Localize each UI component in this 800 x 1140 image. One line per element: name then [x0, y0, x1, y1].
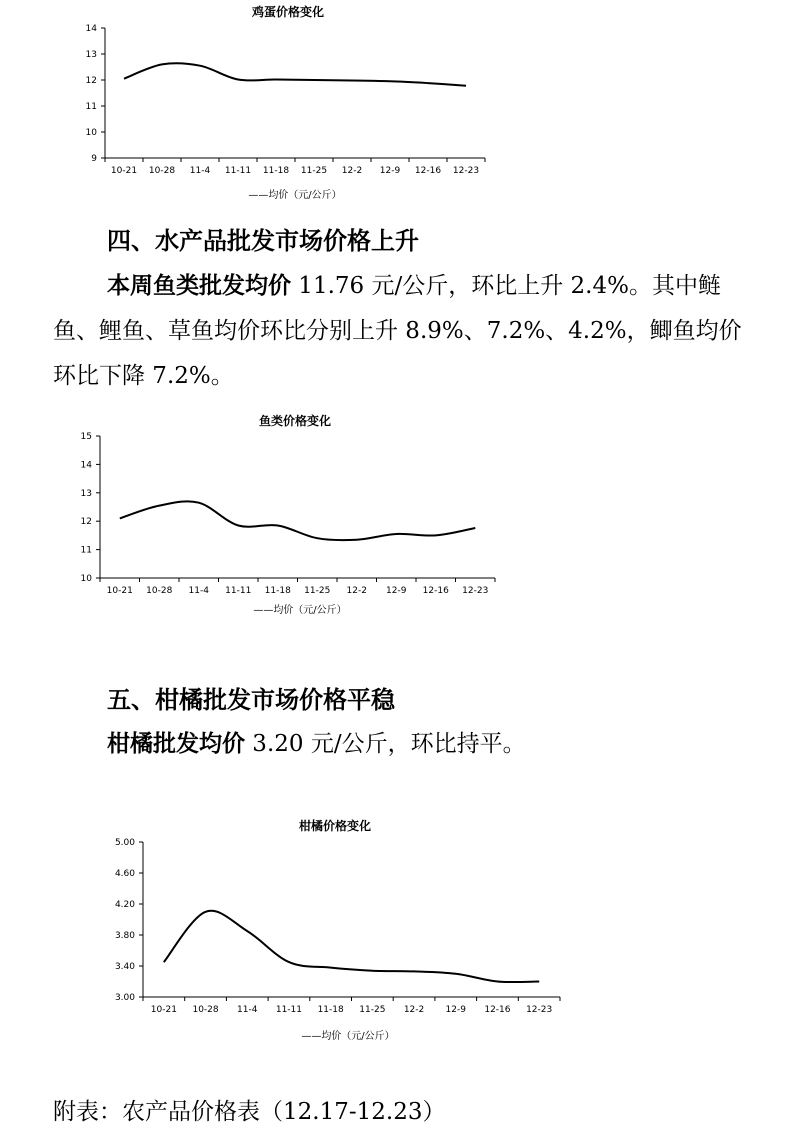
fish-price-chart [70, 410, 500, 620]
section4-body: 11.76 元/公斤，环比上升 2.4%。其中鲢鱼、鲤鱼、草鱼均价环比分别上升 8.9%、7.2%、4.2%，鲫鱼均价环比下降 7.2%。 [53, 273, 742, 389]
x-tick-label: 11-4 [237, 1005, 258, 1015]
chart-title: 鱼类价格变化 [258, 414, 332, 428]
x-tick-label: 11-11 [224, 166, 252, 176]
x-tick-label: 12-23 [462, 586, 489, 596]
x-tick-label: 10-28 [148, 166, 176, 176]
x-tick-label: 12-16 [484, 1005, 511, 1015]
chart-legend: ——均价（元/公斤） [301, 1031, 395, 1042]
y-tick-label: 15 [80, 432, 92, 442]
chart-title: 柑橘价格变化 [298, 819, 372, 833]
y-tick-label: 12 [80, 517, 92, 528]
y-tick-label: 14 [80, 460, 92, 471]
y-tick-label: 11 [85, 102, 97, 112]
x-tick-label: 10-21 [110, 166, 138, 176]
x-tick-label: 11-4 [189, 166, 211, 176]
x-tick-label: 12-9 [379, 166, 401, 176]
y-tick-label: 14 [85, 24, 97, 34]
x-tick-label: 10-28 [146, 586, 173, 596]
x-tick-label: 11-18 [264, 586, 291, 596]
y-tick-label: 3.80 [114, 931, 135, 941]
y-tick-label: 10 [80, 574, 92, 584]
price-series-line [120, 501, 476, 540]
y-tick-label: 13 [85, 50, 97, 60]
chart-legend: ——均价（元/公斤） [248, 190, 342, 201]
x-tick-label: 12-16 [414, 166, 442, 176]
y-tick-label: 9 [91, 154, 97, 164]
y-tick-label: 3.00 [114, 993, 135, 1003]
y-tick-label: 3.40 [114, 962, 135, 972]
x-tick-label: 11-11 [275, 1005, 303, 1015]
section5-body: 3.20 元/公斤，环比持平。 [245, 731, 526, 757]
y-tick-label: 11 [80, 545, 92, 556]
x-tick-label: 10-21 [150, 1005, 177, 1015]
chart-title: 鸡蛋价格变化 [251, 5, 325, 19]
section4-paragraph [53, 264, 753, 399]
x-tick-label: 11-25 [300, 166, 328, 176]
y-tick-label: 4.60 [114, 869, 135, 879]
x-tick-label: 12-2 [403, 1005, 425, 1015]
y-tick-label: 12 [85, 76, 97, 86]
y-tick-label: 5.00 [114, 838, 135, 848]
y-tick-label: 13 [80, 488, 92, 499]
citrus-price-chart [95, 812, 575, 1047]
price-series-line [124, 63, 466, 86]
section5-paragraph [53, 722, 753, 767]
x-tick-label: 12-9 [386, 586, 407, 596]
y-tick-label: 4.20 [114, 900, 135, 910]
x-tick-label: 12-9 [445, 1005, 466, 1015]
x-tick-label: 11-18 [262, 166, 290, 176]
x-tick-label: 12-23 [526, 1005, 553, 1015]
egg-price-chart [75, 0, 495, 205]
x-tick-label: 12-2 [341, 166, 363, 176]
section4-lead: 本周鱼类批发均价 [107, 273, 291, 299]
price-series-line [164, 911, 539, 982]
appendix-caption: 附表：农产品价格表（12.17-12.23） [53, 1099, 446, 1125]
x-tick-label: 11-25 [359, 1005, 386, 1015]
x-tick-label: 12-23 [452, 166, 480, 176]
x-tick-label: 11-18 [317, 1005, 344, 1015]
x-tick-label: 11-25 [304, 586, 331, 596]
x-tick-label: 10-28 [192, 1005, 219, 1015]
x-tick-label: 10-21 [106, 586, 133, 596]
chart-legend: ——均价（元/公斤） [253, 605, 347, 616]
x-tick-label: 12-16 [422, 586, 449, 596]
section5-heading: 五、柑橘批发市场价格平稳 [107, 686, 395, 714]
x-tick-label: 11-11 [225, 586, 252, 596]
x-tick-label: 11-4 [188, 586, 209, 596]
section5-lead: 柑橘批发均价 [107, 731, 245, 757]
x-tick-label: 12-2 [346, 586, 367, 596]
section4-heading: 四、水产品批发市场价格上升 [107, 227, 419, 255]
y-tick-label: 10 [85, 128, 97, 138]
